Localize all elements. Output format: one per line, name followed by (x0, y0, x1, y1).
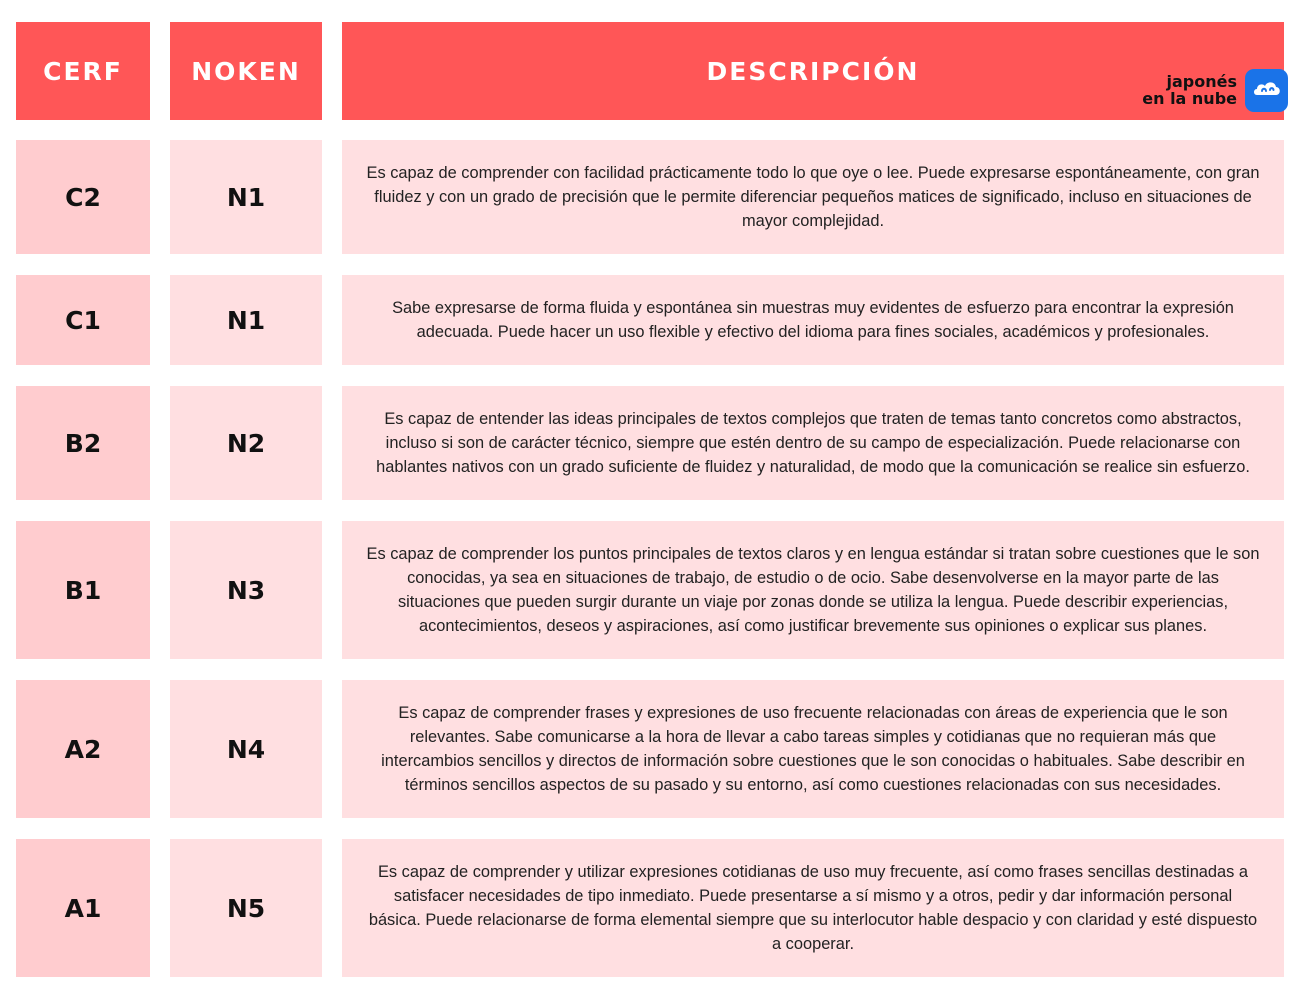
noken-level: N4 (226, 734, 266, 764)
noken-level: N2 (226, 428, 266, 458)
table-row-noken (170, 140, 322, 254)
level-description: Es capaz de comprender frases y expresiones de uso frecuente relacionadas con áreas de experiencia que le son relevantes. Sabe comunicarse a la hora de llevar a cabo tareas simples y cotidianas que no requieran más que intercambios sencillos y directos de información sobre cuestiones que le son conocidas o habituales. Sabe describir en términos sencillos aspectos de su pasado y su entorno, así como cuestiones relacionadas con sus necesidades. (381, 704, 1245, 794)
header-descripcion-label: DESCRIPCIÓN (706, 56, 920, 86)
table-row-description (342, 140, 1284, 254)
noken-level: N5 (226, 893, 266, 923)
cerf-level: A2 (64, 734, 102, 764)
table-row-cerf (16, 140, 150, 254)
table-row-cerf (16, 386, 150, 500)
header-noken (170, 22, 322, 120)
noken-level: N3 (226, 575, 266, 605)
table-row-cerf (16, 275, 150, 365)
cerf-level: B2 (64, 428, 102, 458)
brand-logo-line1: japonés (1166, 72, 1237, 91)
brand-logo-line2: en la nube (1142, 89, 1237, 108)
table-row-description (342, 839, 1284, 977)
level-description: Es capaz de comprender los puntos principales de textos claros y en lengua estándar si tratan sobre cuestiones que le son conocidas, ya sea en situaciones de trabajo, de estudio o de ocio. Sabe desenvolverse en la mayor parte de las situaciones que pueden surgir durante un viaje por zonas donde se utiliza la lengua. Puede describir experiencias, acontecimientos, deseos y aspiraciones, así como justificar brevemente sus opiniones o explicar sus planes. (366, 545, 1260, 635)
table-row-cerf (16, 521, 150, 659)
level-description: Sabe expresarse de forma fluida y espontánea sin muestras muy evidentes de esfuerzo para encontrar la expresión adecuada. Puede hacer un uso flexible y efectivo del idioma para fines sociales, académicos y profesionales. (392, 299, 1234, 341)
cerf-level: C2 (65, 182, 101, 212)
table-row-cerf (16, 680, 150, 818)
cerf-level: A1 (64, 893, 102, 923)
level-description: Es capaz de comprender con facilidad prácticamente todo lo que oye o lee. Puede expresarse espontáneamente, con gran fluidez y con un grado de precisión que le permite diferenciar pequeños matices de significado, incluso en situaciones de mayor complejidad. (366, 164, 1260, 230)
header-cerf (16, 22, 150, 120)
brand-logo-text (1142, 73, 1237, 107)
cerf-level: B1 (64, 575, 102, 605)
cloud-icon (1245, 69, 1288, 112)
level-description: Es capaz de entender las ideas principales de textos complejos que traten de temas tanto concretos como abstractos, incluso si son de carácter técnico, siempre que estén dentro de su campo de especialización. Puede relacionarse con hablantes nativos con un grado suficiente de fluidez y naturalidad, de modo que la comunicación se realice sin esfuerzo. (376, 410, 1250, 476)
table-row-noken (170, 275, 322, 365)
table-row-noken (170, 680, 322, 818)
table-row-description (342, 521, 1284, 659)
table-row-noken (170, 386, 322, 500)
level-description: Es capaz de comprender y utilizar expresiones cotidianas de uso muy frecuente, así como frases sencillas destinadas a satisfacer necesidades de tipo inmediato. Puede presentarse a sí mismo y a otros, pedir y dar información personal básica. Puede relacionarse de forma elemental siempre que su interlocutor hable despacio y con claridad y esté dispuesto a cooperar. (368, 863, 1258, 953)
table-row-noken (170, 521, 322, 659)
table-row-description (342, 680, 1284, 818)
table-row-noken (170, 839, 322, 977)
noken-level: N1 (226, 305, 266, 335)
cerf-level: C1 (65, 305, 101, 335)
header-noken-label: NOKEN (191, 56, 301, 86)
table-row-description (342, 386, 1284, 500)
table-row-description (342, 275, 1284, 365)
header-cerf-label: CERF (43, 56, 123, 86)
brand-logo (1142, 68, 1288, 112)
table-row-cerf (16, 839, 150, 977)
noken-level: N1 (226, 182, 266, 212)
